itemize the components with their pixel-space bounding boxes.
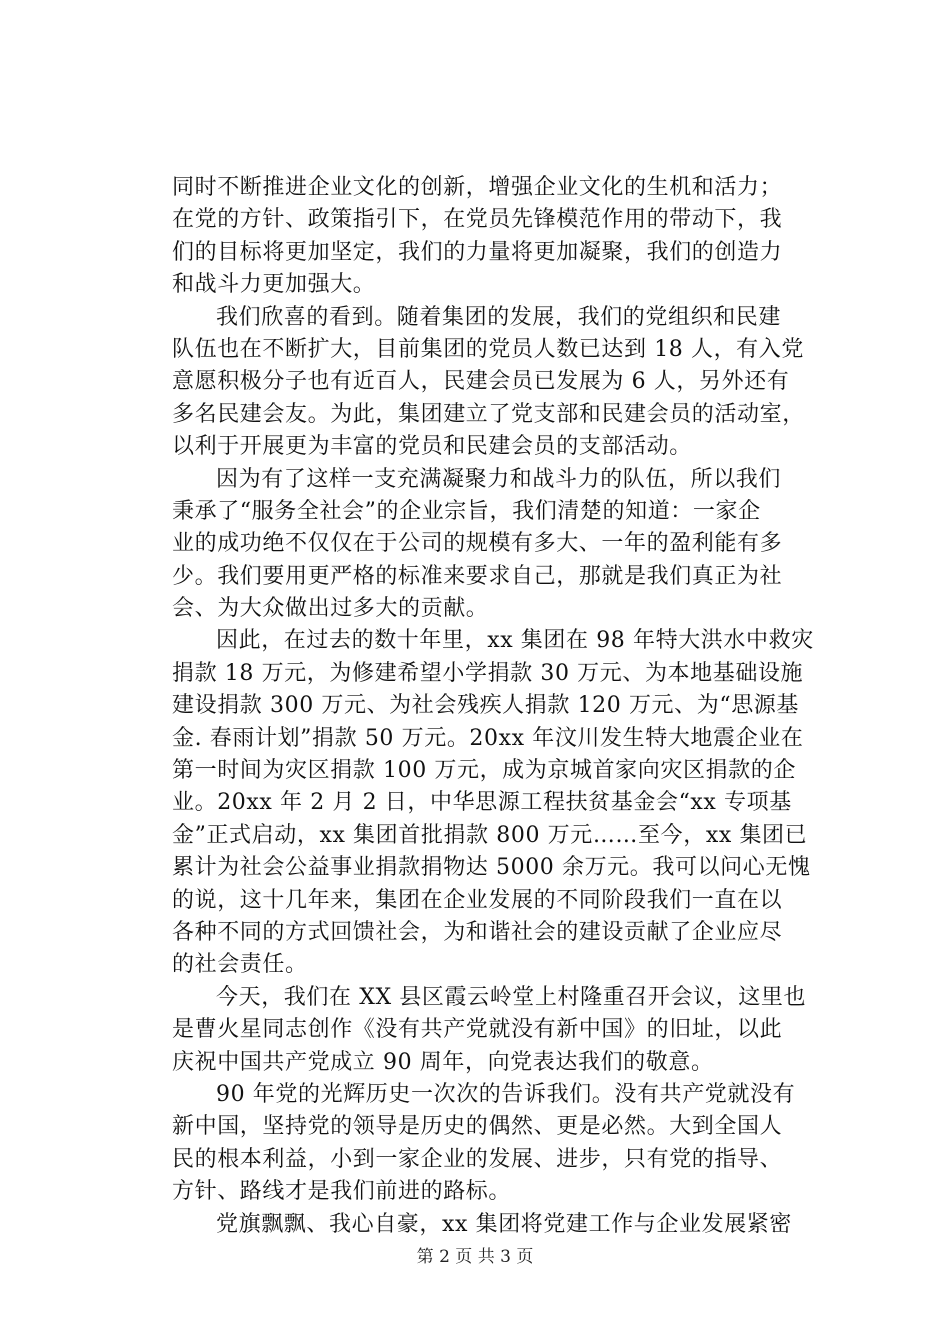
text-line: 意愿积极分子也有近百人，民建会员已发展为 6 人，另外还有: [172, 369, 790, 395]
text-line: 在党的方针、政策指引下，在党员先锋模范作用的带动下，我: [172, 207, 783, 233]
text-line: 以利于开展更为丰富的党员和民建会员的支部活动。: [172, 434, 692, 460]
text-line: 和战斗力更加强大。: [172, 272, 376, 298]
text-line: 的说，这十几年来，集团在企业发展的不同阶段我们一直在以: [172, 887, 783, 913]
text-line: 因此，在过去的数十年里，xx 集团在 98 年特大洪水中救灾: [216, 628, 814, 654]
text-line: 会、为大众做出过多大的贡献。: [172, 596, 489, 622]
text-line: 业。20xx 年 2 月 2 日，中华思源工程扶贫基金会“xx 专项基: [172, 790, 792, 816]
text-line: 业的成功绝不仅仅在于公司的规模有多大、一年的盈利能有多: [172, 531, 783, 557]
text-line: 们的目标将更加坚定，我们的力量将更加凝聚，我们的创造力: [172, 239, 783, 265]
text-line: 庆祝中国共产党成立 90 周年，向党表达我们的敬意。: [172, 1049, 714, 1075]
text-line: 建设捐款 300 万元、为社会残疾人捐款 120 万元、为“思源基: [172, 693, 800, 719]
text-line: 金. 春雨计划”捐款 50 万元。20xx 年汶川发生特大地震企业在: [172, 725, 804, 751]
text-line: 90 年党的光辉历史一次次的告诉我们。没有共产党就没有: [216, 1081, 796, 1107]
page-footer: 第 2 页 共 3 页: [416, 1247, 534, 1267]
text-line: 我们欣喜的看到。随着集团的发展，我们的党组织和民建: [216, 304, 782, 330]
text-line: 新中国，坚持党的领导是历史的偶然、更是必然。大到全国人: [172, 1114, 783, 1140]
text-line: 金”正式启动，xx 集团首批捐款 800 万元……至今，xx 集团已: [172, 822, 808, 848]
text-line: 今天，我们在 XX 县区霞云岭堂上村隆重召开会议，这里也: [216, 984, 807, 1010]
text-line: 捐款 18 万元，为修建希望小学捐款 30 万元、为本地基础设施: [172, 660, 804, 686]
body-text: [172, 172, 832, 1241]
text-line: 同时不断推进企业文化的创新，增强企业文化的生机和活力；: [172, 175, 783, 200]
text-line: 各种不同的方式回馈社会，为和谐社会的建设贡献了企业应尽: [172, 919, 783, 945]
text-line: 秉承了“服务全社会”的企业宗旨，我们清楚的知道：一家企: [172, 498, 761, 524]
text-line: 是曹火星同志创作《没有共产党就没有新中国》的旧址，以此: [172, 1017, 783, 1043]
text-line: 党旗飘飘、我心自豪，xx 集团将党建工作与企业发展紧密: [216, 1211, 793, 1237]
text-line: 民的根本利益，小到一家企业的发展、进步，只有党的指导、: [172, 1146, 783, 1172]
text-line: 队伍也在不断扩大，目前集团的党员人数已达到 18 人，有入党: [172, 336, 804, 362]
text-line: 的社会责任。: [172, 952, 308, 978]
text-line: 累计为社会公益事业捐款捐物达 5000 余万元。我可以问心无愧: [172, 855, 811, 881]
text-line: 第一时间为灾区捐款 100 万元，成为京城首家向灾区捐款的企: [172, 758, 796, 784]
text-line: 方针、路线才是我们前进的路标。: [172, 1179, 512, 1205]
text-line: 因为有了这样一支充满凝聚力和战斗力的队伍，所以我们: [216, 466, 782, 492]
text-line: 多名民建会友。为此，集团建立了党支部和民建会员的活动室，: [172, 401, 805, 427]
text-line: 少。我们要用更严格的标准来要求自己，那就是我们真正为社: [172, 563, 783, 589]
